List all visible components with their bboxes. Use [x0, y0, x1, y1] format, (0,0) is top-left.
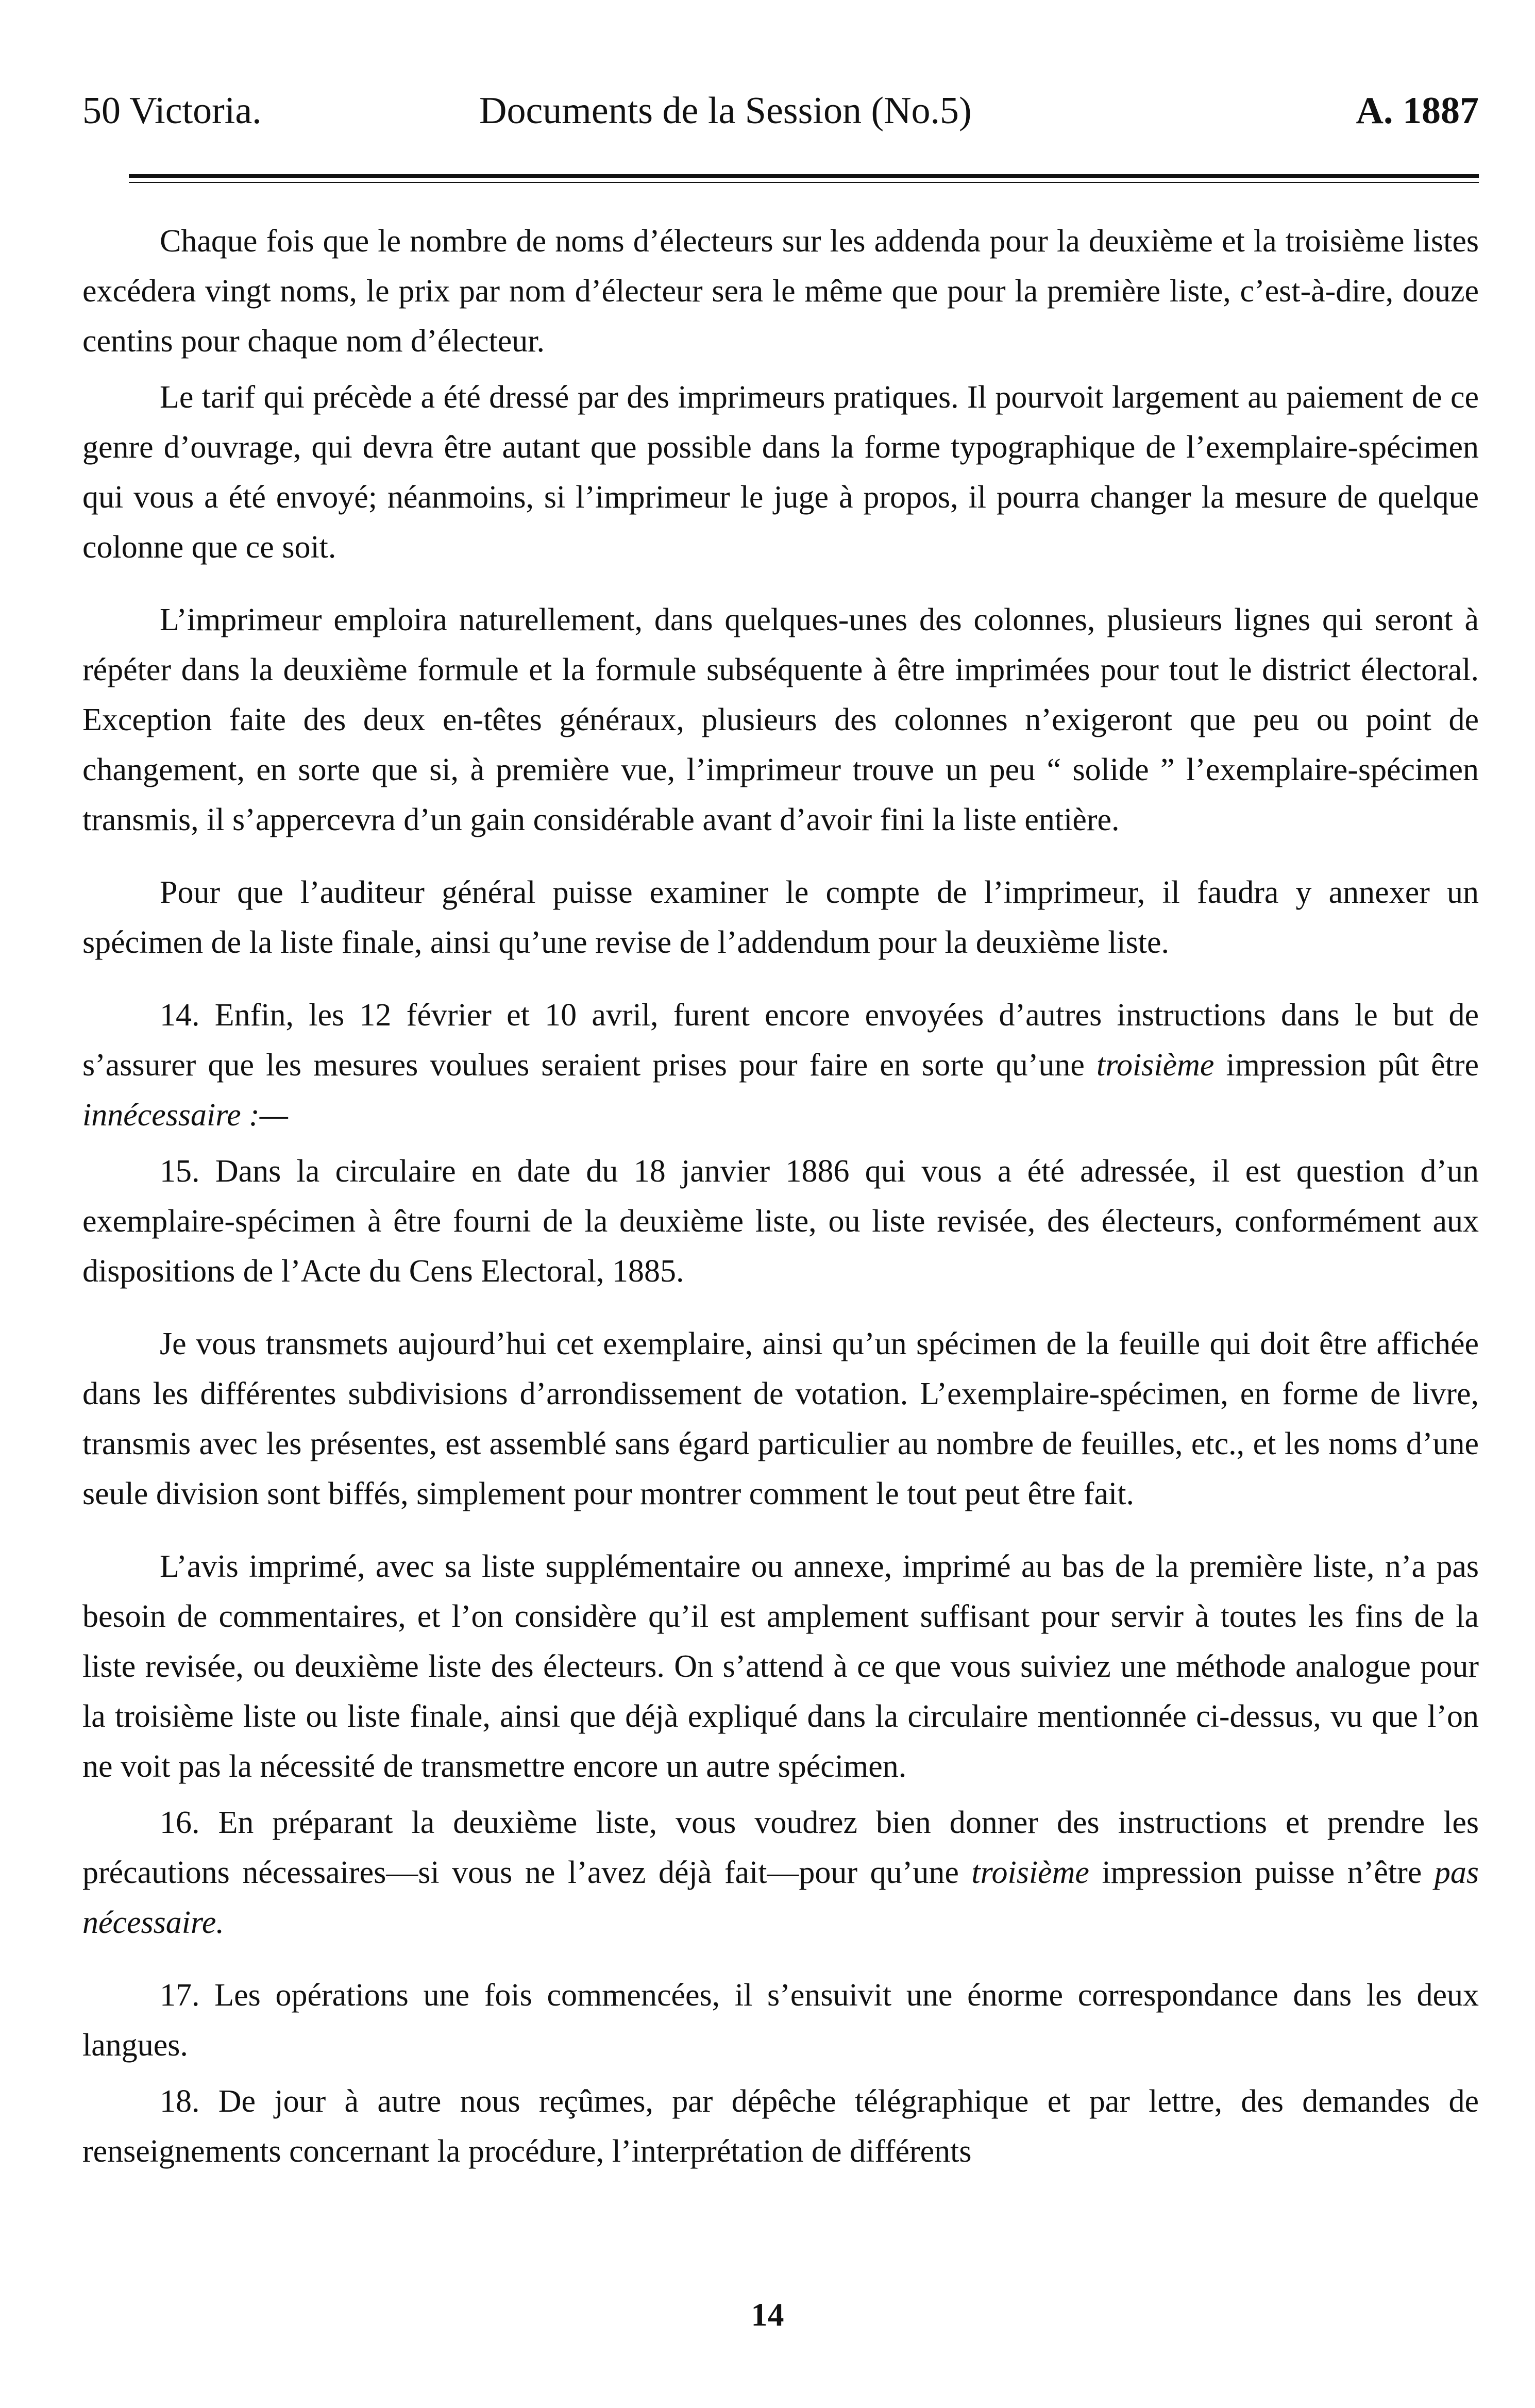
running-header [82, 82, 1479, 139]
paragraph-specimen: Je vous transmets aujourd’hui cet exemplaire, ainsi qu’un spécimen de la feuille qui doit être affichée dans les différentes subdivisions d’arrondissement de votation. L’exemplaire-spécimen, en forme de livre, transmis avec les présentes, est assemblé sans égard particulier au nombre de feuilles, etc., et les noms d’une seule division sont biffés, simplement pour montrer comment le tout peut être fait. [82, 1326, 1479, 1511]
paragraph-printed-notice: L’avis imprimé, avec sa liste supplémentaire ou annexe, imprimé au bas de la première liste, n’a pas besoin de commentaires, et l’on considère qu’il est amplement suffisant pour servir à toutes les fins de la liste revisée, ou deuxième liste des électeurs. On s’attend à ce que vous suiviez une méthode analogue pour la troisième liste ou liste finale, ainsi que déjà expliqué dans la circulaire mentionnée ci-dessus, vu que l’on ne voit pas la nécessité de transmettre encore un autre spécimen. [82, 1549, 1479, 1784]
paragraph-17: 17. Les opérations une fois commencées, il s’ensuivit une énorme correspondance dans les deux langues. [82, 1978, 1479, 2063]
header-rule-thin [129, 182, 1479, 183]
paragraph-tariff: Le tarif qui précède a été dressé par des imprimeurs pratiques. Il pourvoit largement au paiement de ce genre d’ouvrage, qui devra être autant que possible dans la forme typographique de l’exemplaire-spécimen qui vous a été envoyé; néanmoins, si l’imprimeur le juge à propos, il pourra changer la mesure de quelque colonne que ce soit. [82, 380, 1479, 565]
header-regnal-year: 50 Victoria. [82, 90, 262, 132]
paragraph-16-emphasis-1: troisième [971, 1855, 1089, 1890]
paragraph-18: 18. De jour à autre nous reçûmes, par dépêche télégraphique et par lettre, des demandes de renseignements concernant la procédure, l’interprétation de différents [82, 2084, 1479, 2169]
paragraph-16-text: 16. En préparant la deuxième liste, vous voudrez bien donner des instructions et prendre les précautions nécessaires—si vous ne l’avez déjà fait—pour qu’une [82, 1805, 1479, 1890]
paragraph-16-mid: impression puisse n’être [1089, 1855, 1435, 1890]
paragraph-addenda-price: Chaque fois que le nombre de noms d’électeurs sur les addenda pour la deuxième et la troisième listes excédera vingt noms, le prix par nom d’électeur sera le même que pour la première liste, c’est-à-dire, douze centins pour chaque nom d’électeur. [82, 224, 1479, 359]
paragraph-16-emphasis-2: pas nécessaire. [82, 1855, 1479, 1940]
header-year: A. 1887 [1356, 90, 1479, 132]
paragraph-14 [82, 990, 1479, 1140]
paragraph-16 [82, 1798, 1479, 1948]
body-text [82, 216, 1479, 2183]
paragraph-auditor: Pour que l’auditeur général puisse examiner le compte de l’imprimeur, il faudra y annexer un spécimen de la liste finale, ainsi qu’une revise de l’addendum pour la deuxième liste. [82, 875, 1479, 960]
paragraph-14-mid: impression pût être [1214, 1048, 1479, 1083]
paragraph-14-emphasis-2: innécessaire :— [82, 1098, 288, 1133]
header-title: Documents de la Session (No.5) [479, 90, 972, 132]
paragraph-14-emphasis-1: troisième [1096, 1048, 1214, 1083]
page-number: 14 [751, 2296, 784, 2333]
paragraph-15: 15. Dans la circulaire en date du 18 janvier 1886 qui vous a été adressée, il est question d’un exemplaire-spécimen à être fourni de la deuxième liste, ou liste revisée, des électeurs, conformément aux dispositions de l’Acte du Cens Electoral, 1885. [82, 1154, 1479, 1289]
header-rule-thick [129, 174, 1479, 178]
paragraph-14-text: 14. Enfin, les 12 février et 10 avril, furent encore envoyées d’autres instructions dans le but de s’assurer que les mesures voulues seraient prises pour faire en sorte qu’une [82, 998, 1479, 1083]
paragraph-printer-columns: L’imprimeur emploira naturellement, dans quelques-unes des colonnes, plusieurs lignes qui seront à répéter dans la deuxième formule et la formule subséquente à être imprimées pour tout le district électoral. Exception faite des deux en-têtes généraux, plusieurs des colonnes n’exigeront que peu ou point de changement, en sorte que si, à première vue, l’imprimeur trouve un peu “ solide ” l’exemplaire-spécimen transmis, il s’appercevra d’un gain considérable avant d’avoir fini la liste entière. [82, 602, 1479, 837]
